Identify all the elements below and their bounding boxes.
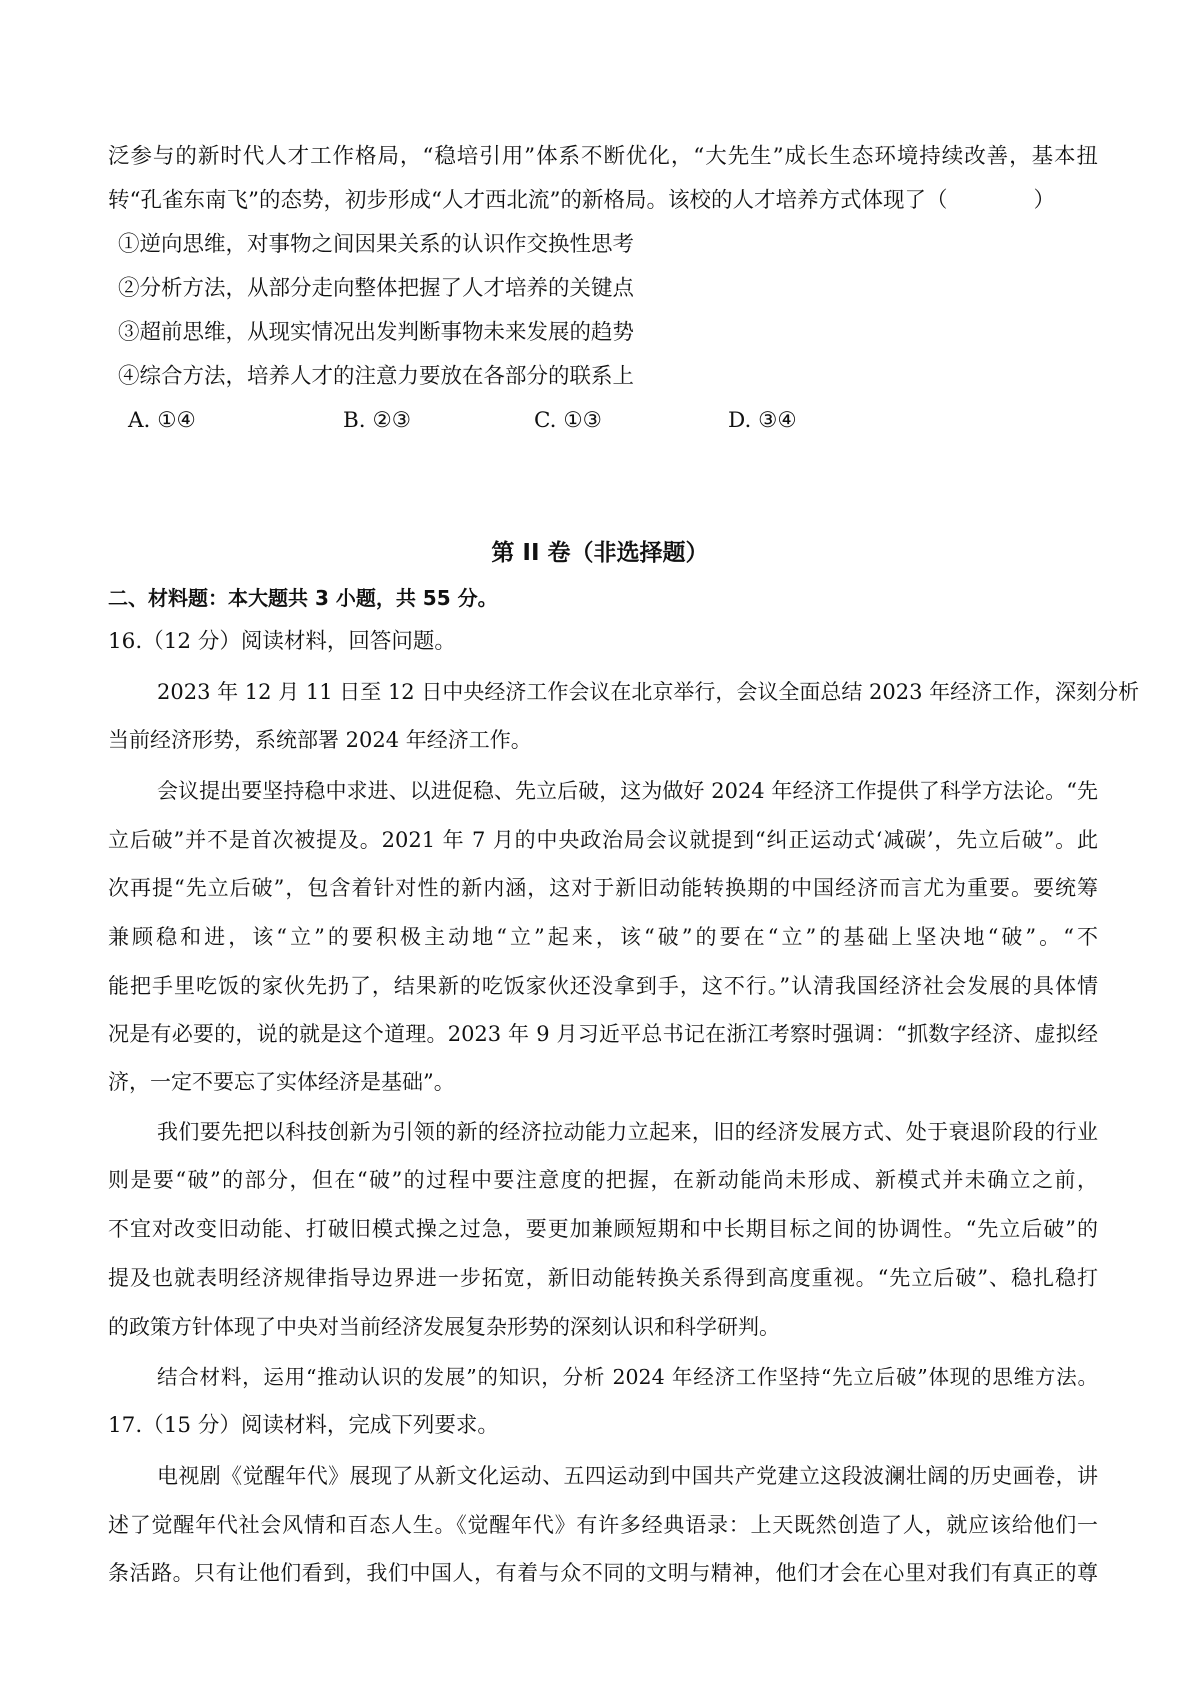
- q16-para1-line-2: 当前经济形势，系统部署 2024 年经济工作。: [108, 728, 532, 752]
- q17-line-2: 述了觉醒年代社会风情和百态人生。《觉醒年代》有许多经典语录：上天既然创造了人，就应该给他们一: [108, 1513, 1098, 1537]
- q16-para2-line-3: 次再提“先立后破”，包含着针对性的新内涵，这对于新旧动能转换期的中国经济而言尤为重要。要统筹: [108, 876, 1098, 900]
- q15-stem-line-1: 泛参与的新时代人才工作格局，“稳培引用”体系不断优化，“大先生”成长生态环境持续改善，基本扭: [108, 144, 1098, 169]
- q16-para2-line-2: 立后破”并不是首次被提及。2021 年 7 月的中央政治局会议就提到“纠正运动式‘减碳’，先立后破”。此: [108, 828, 1098, 852]
- q15-option-d: D. ③④: [728, 408, 797, 433]
- q17-line-1: 电视剧《觉醒年代》展现了从新文化运动、五四运动到中国共产党建立这段波澜壮阔的历史画卷，讲: [157, 1464, 1098, 1488]
- q16-para2-line-5: 能把手里吃饭的家伙先扔了，结果新的吃饭家伙还没拿到手，这不行。”认清我国经济社会发展的具体情: [108, 974, 1098, 998]
- section-heading: 二、材料题：本大题共 3 小题，共 55 分。: [108, 586, 498, 610]
- q17-header: 17.（15 分）阅读材料，完成下列要求。: [108, 1413, 499, 1438]
- q17-line-3: 条活路。只有让他们看到，我们中国人，有着与众不同的文明与精神，他们才会在心里对我们有真正的尊: [108, 1561, 1098, 1585]
- q15-option-b: B. ②③: [343, 408, 412, 433]
- q16-para2-line-6: 况是有必要的，说的就是这个道理。2023 年 9 月习近平总书记在浙江考察时强调：“抓数字经济、虚拟经: [108, 1022, 1098, 1046]
- q15-option-a: A. ①④: [128, 408, 196, 433]
- q15-statement-3: ③超前思维，从现实情况出发判断事物未来发展的趋势: [118, 320, 635, 345]
- q16-para1-line-1: 2023 年 12 月 11 日至 12 日中央经济工作会议在北京举行，会议全面总结 2023 年经济工作，深刻分析: [157, 680, 1140, 704]
- q15-statement-2: ②分析方法，从部分走向整体把握了人才培养的关键点: [118, 276, 635, 301]
- q16-para2-line-7: 济，一定不要忘了实体经济是基础”。: [108, 1070, 455, 1094]
- q16-header: 16.（12 分）阅读材料，回答问题。: [108, 629, 456, 654]
- q16-para2-line-4: 兼顾稳和进，该“立”的要积极主动地“立”起来，该“破”的要在“立”的基础上坚决地“破”。“不: [108, 925, 1098, 949]
- q16-para3-line-3: 不宜对改变旧动能、打破旧模式操之过急，要更加兼顾短期和中长期目标之间的协调性。“先立后破”的: [108, 1217, 1098, 1241]
- q16-para3-line-2: 则是要“破”的部分，但在“破”的过程中要注意度的把握，在新动能尚未形成、新模式并未确立之前，: [108, 1168, 1098, 1192]
- q15-stem-line-2: 转“孔雀东南飞”的态势，初步形成“人才西北流”的新格局。该校的人才培养方式体现了（ ）: [108, 188, 1055, 213]
- q16-para2-line-1: 会议提出要坚持稳中求进、以进促稳、先立后破，这为做好 2024 年经济工作提供了科学方法论。“先: [157, 779, 1098, 803]
- part-title: 第 II 卷（非选择题）: [491, 540, 709, 566]
- q15-option-c: C. ①③: [534, 408, 602, 433]
- q16-para3-line-1: 我们要先把以科技创新为引领的新的经济拉动能力立起来，旧的经济发展方式、处于衰退阶段的行业: [157, 1120, 1098, 1144]
- q16-para3-line-5: 的政策方针体现了中央对当前经济发展复杂形势的深刻认识和科学研判。: [108, 1315, 780, 1339]
- q16-task: 结合材料，运用“推动认识的发展”的知识，分析 2024 年经济工作坚持“先立后破”体现的思维方法。: [157, 1365, 1098, 1389]
- q15-statement-1: ①逆向思维，对事物之间因果关系的认识作交换性思考: [118, 232, 635, 257]
- q16-para3-line-4: 提及也就表明经济规律指导边界进一步拓宽，新旧动能转换关系得到高度重视。“先立后破”、稳扎稳打: [108, 1266, 1098, 1290]
- q15-statement-4: ④综合方法，培养人才的注意力要放在各部分的联系上: [118, 364, 635, 389]
